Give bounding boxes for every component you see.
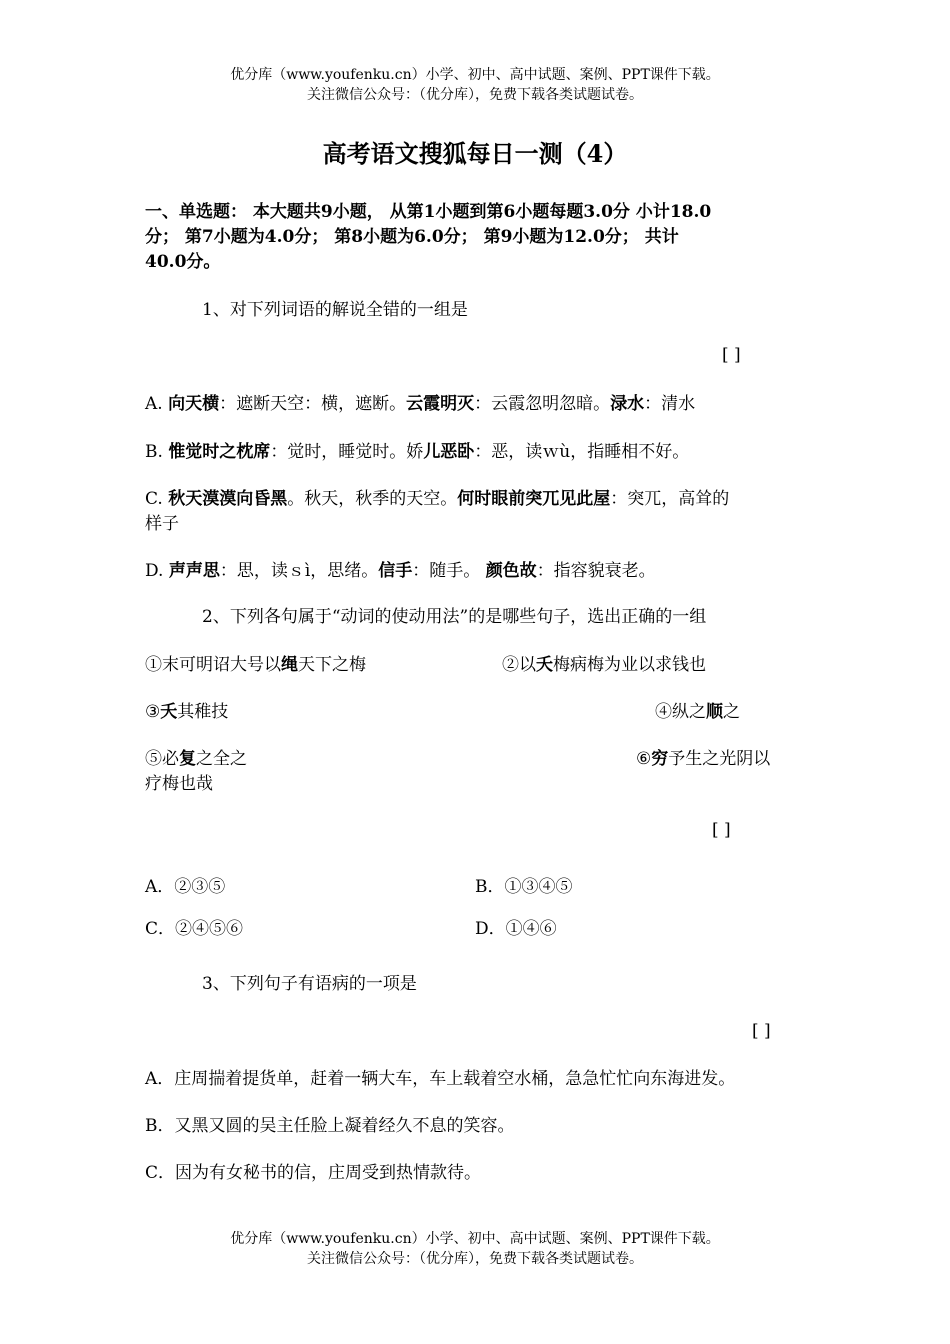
- sentence-text: ②以: [502, 655, 536, 675]
- explanation: ：觉时，睡觉时。娇: [270, 442, 424, 462]
- key-word: 穷: [651, 749, 669, 769]
- explanation: ：思，读ｓì，思绪。: [219, 561, 379, 581]
- explanation: ：云霞忽明忽暗。: [474, 394, 611, 414]
- page-footer-line1: 优分库（www.youfenku.cn）小学、初中、高中试题、案例、PPT课件下载。: [230, 1231, 720, 1247]
- q2-sentence-6: [636, 747, 770, 771]
- sentence-text: 梅病梅为业以求钱也: [553, 655, 706, 675]
- term: 惟觉时之枕席: [168, 442, 271, 462]
- sentence-text: 其稚技: [177, 702, 229, 722]
- q2-sentence-2: [502, 653, 706, 677]
- section-heading-line1: 一、单选题： 本大题共9小题， 从第1小题到第6小题每题3.0分 小计18.0: [145, 202, 712, 222]
- option-label: A.: [145, 394, 163, 414]
- q1-answer-bracket: [ ]: [722, 345, 741, 365]
- page-header-line1: 优分库（www.youfenku.cn）小学、初中、高中试题、案例、PPT课件下载。: [230, 67, 720, 83]
- term: 信手: [378, 561, 413, 581]
- key-word: 复: [179, 749, 196, 769]
- explanation: ：恶，读ｗù，指睡相不好。: [474, 442, 690, 462]
- q2-sentence-6-cont: 疗梅也哉: [145, 774, 213, 794]
- explanation: ：指容貌衰老。: [536, 561, 656, 581]
- q1-option-c: [145, 487, 729, 511]
- key-word: 夭: [160, 702, 178, 722]
- q2-option-a: A．②③⑤: [145, 877, 226, 897]
- sentence-text: ①末可明诏大号以: [145, 655, 281, 675]
- sentence-text: ③: [145, 702, 161, 722]
- explanation: ：遮断天空：横，遮断。: [219, 394, 407, 414]
- sentence-text: ⑥: [636, 749, 652, 769]
- q3-stem: 3、下列句子有语病的一项是: [202, 974, 417, 994]
- explanation: ：随手。: [412, 561, 486, 581]
- term: 声声思: [168, 561, 220, 581]
- term: 何时眼前突兀见此屋: [457, 489, 611, 509]
- option-label: D.: [145, 561, 164, 581]
- term: 云霞明灭: [406, 394, 475, 414]
- section-heading-line2: 分； 第7小题为4.0分； 第8小题为6.0分； 第9小题为12.0分； 共计: [145, 227, 679, 247]
- q2-option-c: C．②④⑤⑥: [145, 919, 244, 939]
- explanation: 。秋天，秋季的天空。: [287, 489, 458, 509]
- q2-sentence-1: [145, 653, 366, 677]
- q2-sentence-3: [145, 700, 228, 724]
- q1-option-d: [145, 559, 656, 583]
- q2-option-d: D．①④⑥: [475, 919, 557, 939]
- term: 向天横: [168, 394, 220, 414]
- q1-option-a: [145, 392, 695, 416]
- q2-sentence-5: [145, 747, 247, 771]
- page-header-line2: 关注微信公众号：（优分库），免费下载各类试题试卷。: [307, 87, 643, 103]
- term: 儿恶卧: [423, 442, 475, 462]
- section-heading-line3: 40.0分。: [145, 252, 221, 272]
- key-word: 夭: [536, 655, 553, 675]
- page-footer-line2: 关注微信公众号：（优分库），免费下载各类试题试卷。: [307, 1251, 643, 1267]
- term: 渌水: [610, 394, 645, 414]
- option-label: B.: [145, 442, 163, 462]
- q1-option-b: [145, 440, 689, 464]
- q2-stem: 2、下列各句属于“动词的使动用法”的是哪些句子，选出正确的一组: [202, 607, 707, 627]
- q3-option-b: B．又黑又圆的吴主任脸上凝着经久不息的笑容。: [145, 1116, 515, 1136]
- q1-stem: 1、对下列词语的解说全错的一组是: [202, 300, 468, 320]
- q2-option-b: B．①③④⑤: [475, 877, 573, 897]
- sentence-text: ④纵之: [655, 702, 706, 722]
- q3-option-c: C．因为有女秘书的信，庄周受到热情款待。: [145, 1163, 482, 1183]
- term: 秋天漠漠向昏黑: [168, 489, 288, 509]
- q1-option-c-cont: 样子: [145, 514, 179, 534]
- explanation: ：突兀，高耸的: [610, 489, 730, 509]
- q2-answer-bracket: [ ]: [712, 820, 731, 840]
- q3-option-a: A．庄周揣着提货单，赶着一辆大车，车上载着空水桶，急急忙忙向东海进发。: [145, 1069, 736, 1089]
- term: 颜色故: [485, 561, 537, 581]
- explanation: ：清水: [644, 394, 696, 414]
- sentence-text: 之全之: [196, 749, 247, 769]
- option-label: C.: [145, 489, 163, 509]
- sentence-text: 之: [723, 702, 740, 722]
- key-word: 顺: [706, 702, 723, 722]
- key-word: 绳: [281, 655, 298, 675]
- sentence-text: ⑤必: [145, 749, 179, 769]
- page-title: 高考语文搜狐每日一测（4）: [322, 139, 628, 168]
- q2-sentence-4: [655, 700, 740, 724]
- q3-answer-bracket: [ ]: [752, 1021, 771, 1041]
- sentence-text: 天下之梅: [298, 655, 366, 675]
- sentence-text: 予生之光阴以: [668, 749, 771, 769]
